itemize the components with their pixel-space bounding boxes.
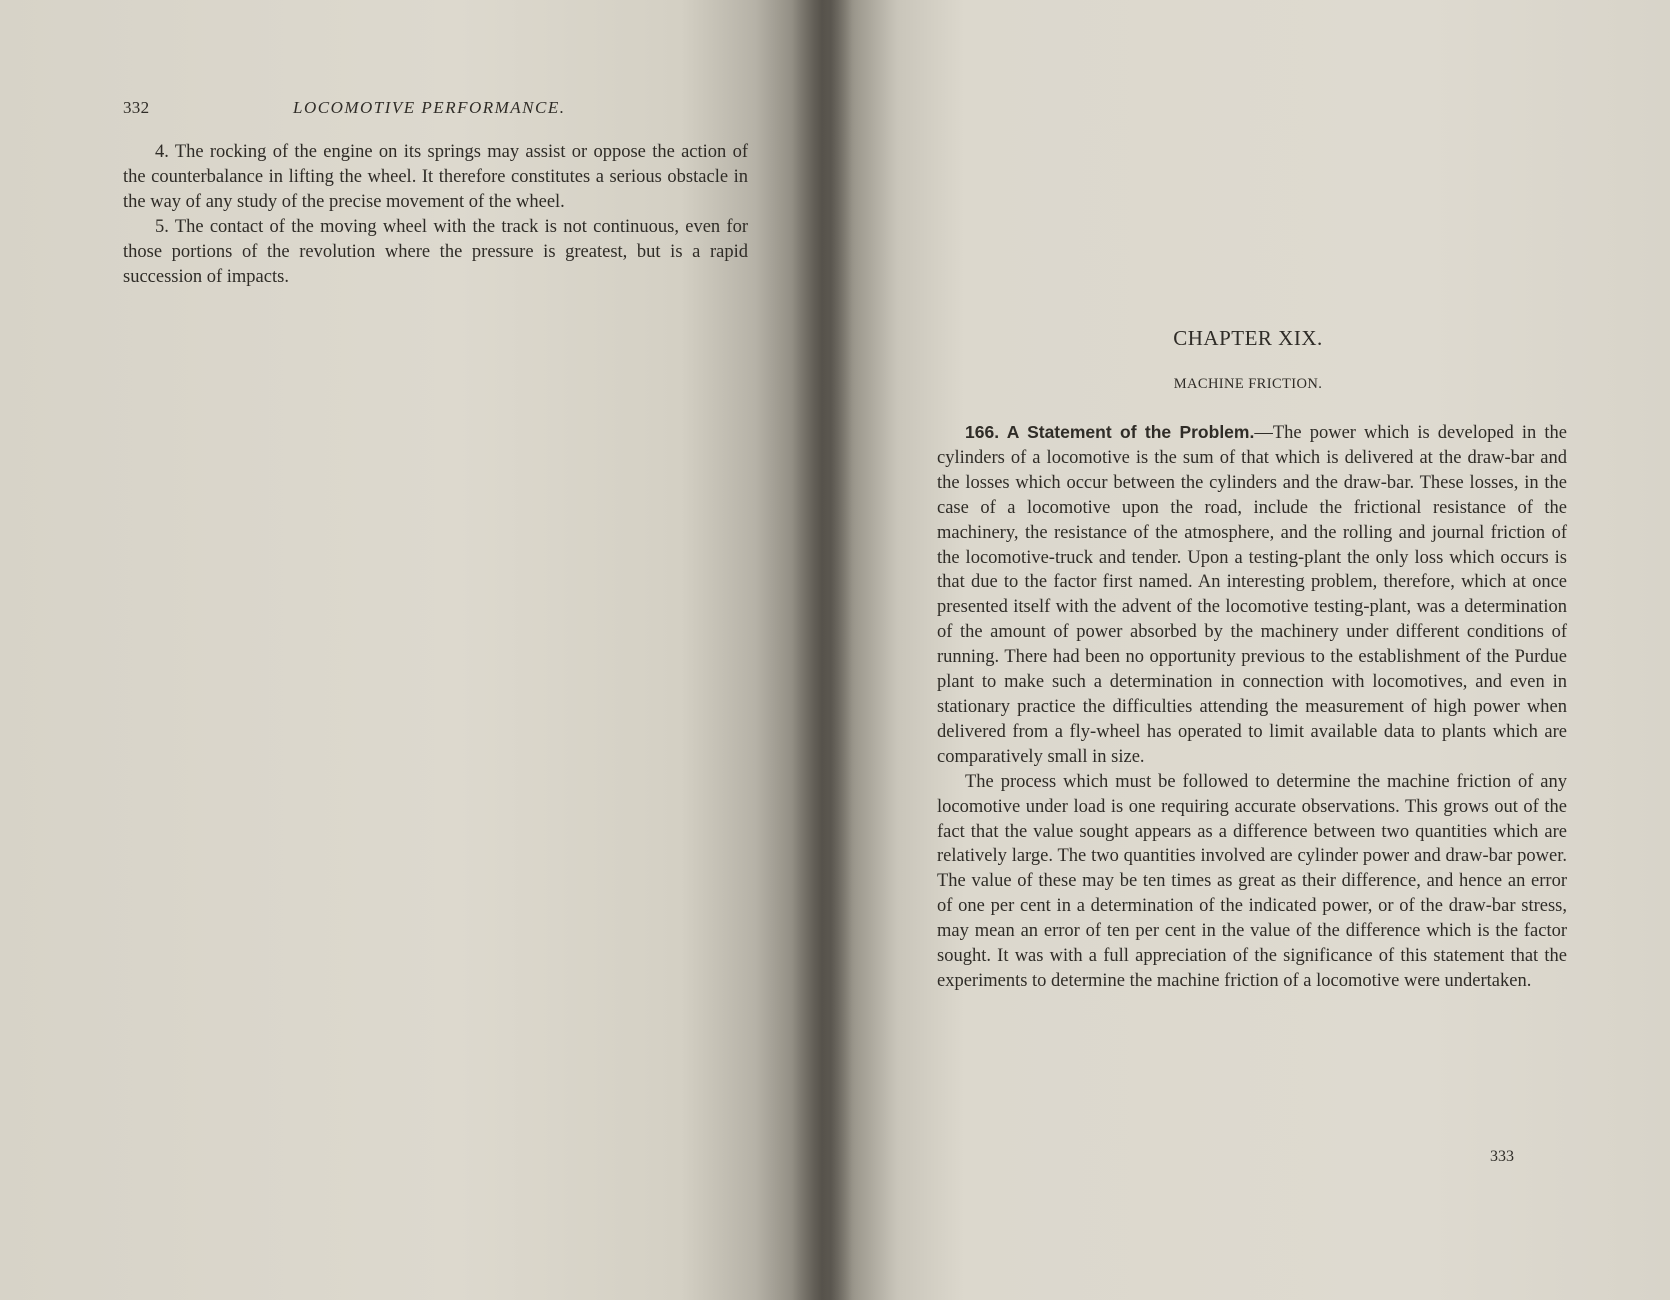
paragraph — [937, 420, 1567, 770]
paragraph: The process which must be followed to determine the machine friction of any locomotive under load is one requiring accurate observations. This grows out of the fact that the value sought appears as a difference between two quantities which are relatively large. The two quantities involved are cylinder power and draw-bar power. The value of these may be ten times as great as their difference, and hence an error of one per cent in a determination of the indicated power, or of the draw-bar stress, may mean an error of ten per cent in the value of the difference which is the factor sought. It was with a full appreciation of the significance of this statement that the experiments to determine the machine friction of a locomotive were undertaken. — [937, 771, 1567, 991]
paragraph: 5. The contact of the moving wheel with the track is not continuous, even for those portions of the revolution where the pressure is greatest, but is a rapid succession of impacts. — [123, 217, 748, 287]
running-title: LOCOMOTIVE PERFORMANCE. — [293, 98, 566, 117]
chapter-subtitle: MACHINE FRICTION. — [1173, 376, 1323, 392]
right-page-number: 333 — [1490, 1148, 1514, 1165]
paragraph-text: —The power which is developed in the cylinders of a locomotive is the sum of that which is delivered at the draw-bar and the losses which occur between the cylinders and the draw-bar. These losses, in the case of a locomotive upon the road, include the frictional resistance of the machinery, the resistance of the atmosphere, and the rolling and journal friction of the locomotive-truck and tender. Upon a testing-plant the only loss which occurs is that due to the factor first named. An interesting problem, therefore, which at once presented itself with the advent of the locomotive testing-plant, was a determination of the amount of power absorbed by the machinery under different conditions of running. There had been no opportunity previous to the establishment of the Purdue plant to make such a determination in connection with locomotives, and even in stationary practice the difficulties attending the measurement of high power when delivered from a fly-wheel has operated to limit available data to plants which are comparatively small in size. — [937, 423, 1567, 767]
section-heading: 166. A Statement of the Problem. — [965, 422, 1255, 442]
chapter-title: CHAPTER XIX. — [1173, 326, 1323, 350]
running-head — [123, 98, 748, 128]
paragraph: 4. The rocking of the engine on its springs may assist or oppose the action of the counterbalance in lifting the wheel. It therefore constitutes a serious obstacle in the way of any study of the precise movement of the wheel. — [123, 142, 748, 212]
right-page-body — [937, 420, 1567, 994]
left-page — [0, 0, 830, 1300]
left-page-number: 332 — [123, 98, 150, 117]
left-page-body — [123, 140, 748, 290]
